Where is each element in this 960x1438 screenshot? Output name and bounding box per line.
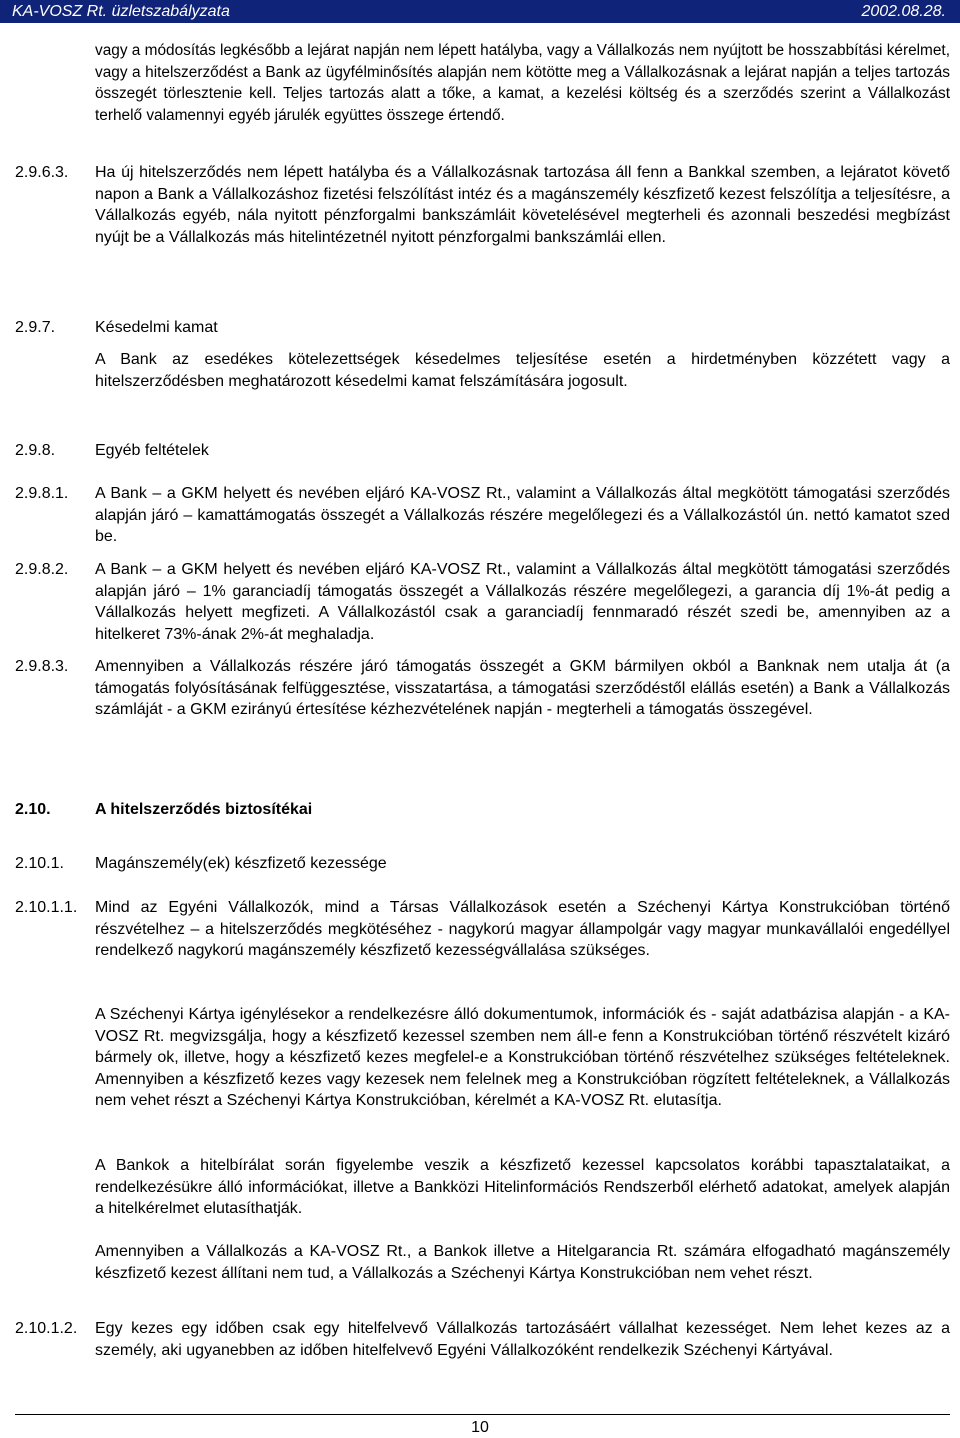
document-date: 2002.08.28. [861,3,946,20]
section-number-2101: 2.10.1. [15,855,64,872]
section-2101-title: Magánszemély(ek) készfizető kezessége [95,855,387,872]
paragraph-continuation: vagy a módosítás legkésőbb a lejárat napján nem lépett hatályba, vagy a Vállalkozás nem nyújtott be hosszabbítási kérelmet, vagy a hitelszerződést a Bank az ügyfélminősítés alapján nem kötötte meg a Vállalkozásnak a lejárat napján a teljes tartozás összegét törlesztenie kell. Teljes tartozás alatt a tőke, a kamat, a kezelési költség és a szerződés szerint a Vállalkozást terhelő valamennyi egyéb járulék együttes összege értendő. [95,42,950,124]
section-2963-text: Ha új hitelszerződés nem lépett hatályba és a Vállalkozásnak tartozása áll fenn a Bankkal szemben, a lejáratot követő napon a Bank a Vállalkozáshoz fizetési felszólítást intéz és a magánszemély készfizető kezest felszólítja a teljesítésre, a Vállalkozás egyéb, nála nyitott pénzforgalmi bankszámláit követelésével megterheli és azonnali beszedési megbízást nyújt be a Vállalkozás más hitelintézetnél nyitott pénzforgalmi bankszámlái ellen. [95,164,950,246]
section-number-21012: 2.10.1.2. [15,1320,78,1337]
section-2982-text: A Bank – a GKM helyett és nevében eljáró KA-VOSZ Rt., valamint a Vállalkozás által megkötött támogatási szerződés alapján járó – 1% garanciadíj támogatás összegét a Vállalkozás részére megelőlegezi, a garancia díj 1%-át pedig a Vállalkozás helyett megfizeti. A Vállalkozástól csak a garanciadíj fennmaradó részét szedi be, amennyiben az a hitelkeret 73%-ának 2%-át meghaladja. [95,561,950,643]
page-header [0,0,960,23]
section-number-2963: 2.9.6.3. [15,164,69,181]
section-number-210: 2.10. [15,801,51,818]
section-21011-paragraph-1: Mind az Egyéni Vállalkozók, mind a Társas Vállalkozások esetén a Széchenyi Kártya Konstrukcióban történő részvételhez – a hitelszerződés megkötéséhez - nagykorú magyar állampolgár vagy magyar munkavállalói engedéllyel rendelkező nagykorú magánszemély készfizető kezességvállalása szükséges. [95,899,950,959]
section-210-title: A hitelszerződés biztosítékai [95,801,313,818]
page-number: 10 [471,1419,489,1436]
section-2981-text: A Bank – a GKM helyett és nevében eljáró KA-VOSZ Rt., valamint a Vállalkozás által megkötött támogatási szerződés alapján járó – kamattámogatás összegét a Vállalkozás részére megelőlegezi és a Vállalkozástól ún. nettó kamatot szed be. [95,485,950,545]
section-21011-paragraph-4: Amennyiben a Vállalkozás a KA-VOSZ Rt., a Bankok illetve a Hitelgarancia Rt. számára elfogadható magánszemély készfizető kezest állítani nem tud, a Vállalkozás a Széchenyi Kártya Konstrukcióban nem vehet részt. [95,1243,950,1282]
section-2983-text: Amennyiben a Vállalkozás részére járó támogatás összegét a GKM bármilyen okból a Banknak nem utalja át (a támogatás folyósításának felfüggesztése, visszatartása, a támogatási szerződéstől elállás esetén) a Bank a Vállalkozás számláját - a GKM ezirányú értesítése kézhezvételének napján - megterheli a támogatás összegével. [95,658,950,718]
section-number-2983: 2.9.8.3. [15,658,69,675]
section-21011-paragraph-3: A Bankok a hitelbírálat során figyelembe veszik a készfizető kezessel kapcsolatos korábbi tapasztalataikat, a rendelkezésükre álló információkat, illetve a Bankközi Hitelinformációs Rendszerből elérhető adatokat, amelyek alapján a hitelkérelmet elutasíthatják. [95,1157,950,1217]
section-21012-text: Egy kezes egy időben csak egy hitelfelvevő Vállalkozás tartozásáért vállalhat kezességet. Nem lehet kezes az a személy, aki ugyanebben az időben hitelfelvevő Egyéni Vállalkozóként rendelkezik Széchenyi Kártyával. [95,1320,950,1359]
section-21011-paragraph-2: A Széchenyi Kártya igénylésekor a rendelkezésre álló dokumentumok, információk és - saját adatbázisa alapján - a KA-VOSZ Rt. megvizsgálja, hogy a készfizető kezessel szemben nem áll-e fenn a Konstrukcióban történő részvételt kizáró bármely ok, illetve, hogy a készfizető kezes megfelel-e a Konstrukcióban történő részvételhez szükséges feltételeknek. Amennyiben a készfizető kezes vagy kezesek nem felelnek meg a Konstrukcióban rögzített feltételeknek, a Vállalkozás nem vehet részt a Széchenyi Kártya Konstrukcióban, kérelmét a KA-VOSZ Rt. elutasítja. [95,1006,950,1109]
footer-divider [15,1414,950,1415]
section-number-297: 2.9.7. [15,319,56,336]
section-number-2981: 2.9.8.1. [15,485,69,502]
section-number-2982: 2.9.8.2. [15,561,69,578]
section-297-text: A Bank az esedékes kötelezettségek késedelmes teljesítése esetén a hirdetményben közzétett vagy a hitelszerződésben meghatározott késedelmi kamat felszámítására jogosult. [95,351,950,390]
section-number-21011: 2.10.1.1. [15,899,78,916]
document-title: KA-VOSZ Rt. üzletszabályzata [12,3,230,20]
section-298-title: Egyéb feltételek [95,442,209,459]
section-297-title: Késedelmi kamat [95,319,218,336]
section-number-298: 2.9.8. [15,442,56,459]
